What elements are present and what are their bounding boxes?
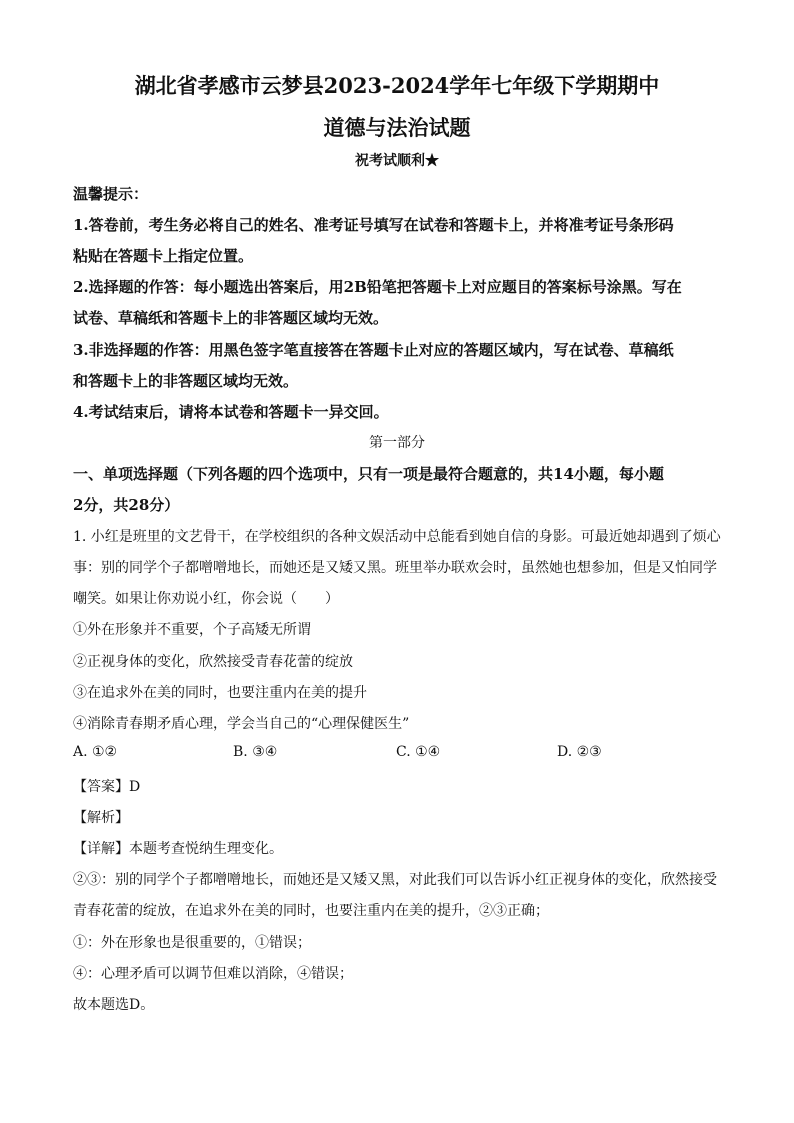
explanation-2: ①：外在形象也是很重要的，①错误； (73, 935, 311, 951)
explanation-1-line-2: 青春花蕾的绽放，在追求外在美的同时，也要注重内在美的提升，②③正确； (73, 903, 549, 919)
section-heading-line-2: 2分，共28分） (73, 496, 180, 514)
option-c: C. ①④ (396, 744, 441, 760)
option-d: D. ②③ (557, 744, 602, 760)
notice-item-1-line-2: 粘贴在答题卡上指定位置。 (73, 247, 254, 265)
notice-item-2-line-1: 2.选择题的作答：每小题选出答案后，用2B铅笔把答题卡上对应题目的答案标号涂黑。写在 (73, 278, 682, 296)
detail-line: 【详解】本题考查悦纳生理变化。 (73, 841, 283, 857)
notice-item-3-line-1: 3.非选择题的作答：用黑色签字笔直接答在答题卡止对应的答题区域内，写在试卷、草稿纸 (73, 341, 674, 359)
question-1-stem-line-3: 嘲笑。如果让你劝说小红，你会说（ ） (73, 591, 339, 607)
good-luck-line: 祝考试顺利★ (355, 153, 439, 169)
exam-title: 湖北省孝感市云梦县2023-2024学年七年级下学期期中 (134, 73, 660, 98)
option-b: B. ③④ (233, 744, 278, 760)
exam-subject-title: 道德与法治试题 (323, 115, 471, 140)
answer-line: 【答案】D (73, 779, 141, 795)
question-1-statement-2: ②正视身体的变化，欣然接受青春花蕾的绽放 (73, 654, 353, 670)
question-1-statement-4: ④消除青春期矛盾心理，学会当自己的“心理保健医生” (73, 716, 410, 732)
section-heading-line-1: 一、单项选择题（下列各题的四个选项中，只有一项是最符合题意的，共14小题，每小题 (73, 465, 664, 483)
question-1-stem-line-2: 事：别的同学个子都噌噌地长，而她还是又矮又黑。班里举办联欢会时，虽然她也想参加，但是又怕同学 (73, 560, 717, 576)
notice-item-1-line-1: 1.答卷前，考生务必将自己的姓名、准考证号填写在试卷和答题卡上，并将准考证号条形码 (73, 216, 674, 234)
notice-heading: 温馨提示： (73, 185, 149, 203)
question-1-statement-3: ③在追求外在美的同时，也要注重内在美的提升 (73, 685, 367, 701)
notice-item-2-line-2: 试卷、草稿纸和答题卡上的非答题区域均无效。 (73, 309, 389, 327)
explanation-1-line-1: ②③：别的同学个子都噌噌地长，而她还是又矮又黑，对此我们可以告诉小红正视身体的变化，欣然接受 (73, 872, 717, 888)
conclusion-line: 故本题选D。 (73, 997, 155, 1013)
question-1-statement-1: ①外在形象并不重要，个子高矮无所谓 (73, 622, 311, 638)
notice-item-4: 4.考试结束后，请将本试卷和答题卡一异交回。 (73, 403, 389, 421)
analysis-label: 【解析】 (73, 810, 129, 826)
question-1-stem-line-1: 1. 小红是班里的文艺骨干，在学校组织的各种文娱活动中总能看到她自信的身影。可最近她却遇到了烦心 (73, 529, 721, 545)
option-a: A. ①② (73, 744, 118, 760)
part-heading: 第一部分 (369, 435, 425, 451)
notice-item-3-line-2: 和答题卡上的非答题区域均无效。 (73, 372, 299, 390)
explanation-3: ④：心理矛盾可以调节但难以消除，④错误； (73, 966, 353, 982)
